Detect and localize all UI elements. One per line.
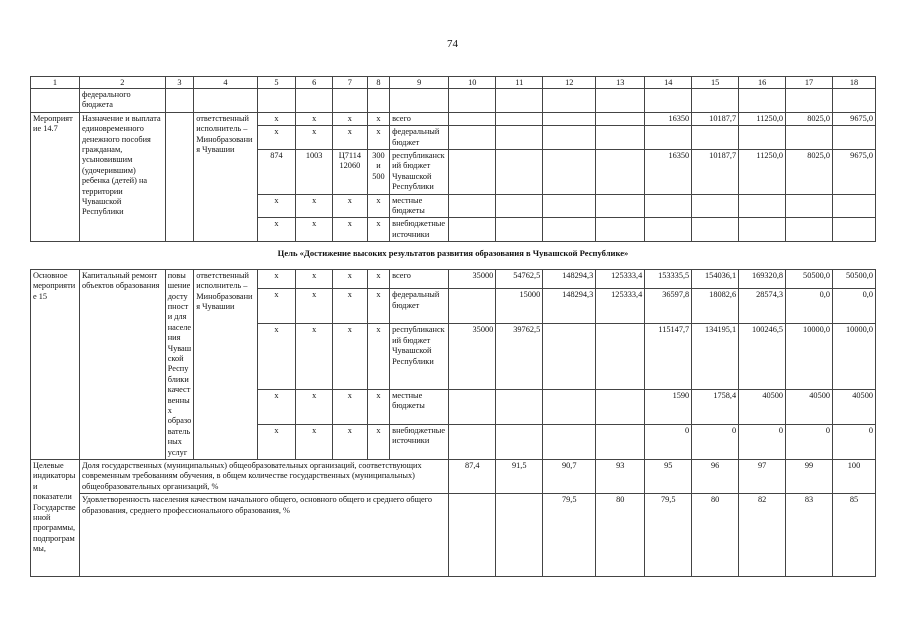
amount-cell: [786, 126, 833, 150]
amount-cell: [543, 389, 596, 424]
amount-cell: 16350: [645, 112, 692, 125]
amount-cell: 9675,0: [833, 112, 876, 125]
amount-cell: 0: [833, 424, 876, 459]
amount-cell: [449, 389, 496, 424]
grbs-code: x: [257, 289, 296, 324]
empty-cell: [165, 112, 194, 241]
amount-cell: 148294,3: [543, 269, 596, 289]
indicator-value: 96: [692, 460, 739, 494]
column-number: 15: [692, 77, 739, 89]
column-number-row: [31, 77, 876, 89]
measure-name: Назначение и выплата единовременного денежного пособия гражданам, усыновившим (удочерившим) ребенка (детей) на территории Чувашской Республики: [79, 112, 165, 241]
amount-cell: [449, 424, 496, 459]
amount-cell: 153335,5: [645, 269, 692, 289]
amount-cell: [596, 424, 645, 459]
section-code: x: [296, 218, 333, 242]
section-code: 1003: [296, 150, 333, 195]
funding-source: республиканский бюджет Чувашской Республики: [390, 150, 449, 195]
indicator-value: 79,5: [543, 494, 596, 577]
column-number: 14: [645, 77, 692, 89]
expense-group: x: [367, 289, 389, 324]
funding-source: внебюджетные источники: [390, 218, 449, 242]
grbs-code: x: [257, 194, 296, 218]
measure-purpose: повышение доступности для населения Чувашской Республики качественных образовательных услуг: [165, 269, 194, 459]
measure-code: Основное мероприятие 15: [31, 269, 80, 459]
amount-cell: [449, 194, 496, 218]
page-number: 74: [447, 38, 458, 50]
amount-cell: 0,0: [833, 289, 876, 324]
grbs-code: x: [257, 269, 296, 289]
amount-cell: 0: [645, 424, 692, 459]
amount-cell: [596, 194, 645, 218]
grbs-code: 874: [257, 150, 296, 195]
column-number: 12: [543, 77, 596, 89]
amount-cell: 35000: [449, 269, 496, 289]
amount-cell: 9675,0: [833, 150, 876, 195]
amount-cell: 125333,4: [596, 269, 645, 289]
grbs-code: x: [257, 112, 296, 125]
amount-cell: [543, 218, 596, 242]
amount-cell: [449, 289, 496, 324]
funding-source: местные бюджеты: [390, 389, 449, 424]
amount-cell: 1758,4: [692, 389, 739, 424]
goal-row: [31, 242, 876, 269]
amount-cell: 8025,0: [786, 150, 833, 195]
amount-cell: [739, 126, 786, 150]
amount-cell: [449, 126, 496, 150]
amount-cell: [543, 194, 596, 218]
section-code: x: [296, 324, 333, 390]
target-article: x: [333, 218, 368, 242]
amount-cell: 0: [786, 424, 833, 459]
amount-cell: 11250,0: [739, 150, 786, 195]
indicator-value: 100: [833, 460, 876, 494]
expense-group: 300 и 500: [367, 150, 389, 195]
indicator-value: 83: [786, 494, 833, 577]
amount-cell: 148294,3: [543, 289, 596, 324]
amount-cell: 40500: [833, 389, 876, 424]
column-number: 4: [194, 77, 257, 89]
section-code: x: [296, 194, 333, 218]
amount-cell: 40500: [739, 389, 786, 424]
funding-source: внебюджетные источники: [390, 424, 449, 459]
column-number: 10: [449, 77, 496, 89]
indicator-value: [496, 494, 543, 577]
column-number: 7: [333, 77, 368, 89]
amount-cell: 28574,3: [739, 289, 786, 324]
column-number: 18: [833, 77, 876, 89]
section-code: x: [296, 269, 333, 289]
funding-source: федеральный бюджет: [390, 289, 449, 324]
expense-group: x: [367, 126, 389, 150]
amount-cell: [833, 126, 876, 150]
amount-cell: 39762,5: [496, 324, 543, 390]
indicator-value: 87,4: [449, 460, 496, 494]
amount-cell: 10000,0: [833, 324, 876, 390]
amount-cell: [496, 150, 543, 195]
amount-cell: [645, 194, 692, 218]
column-number: 11: [496, 77, 543, 89]
funding-source: республиканский бюджет Чувашской Республики: [390, 324, 449, 390]
amount-cell: [596, 112, 645, 125]
target-article: x: [333, 269, 368, 289]
target-article: x: [333, 324, 368, 390]
amount-cell: 115147,7: [645, 324, 692, 390]
funding-source: всего: [390, 112, 449, 125]
column-number: 1: [31, 77, 80, 89]
amount-cell: [543, 126, 596, 150]
column-number: 2: [79, 77, 165, 89]
measure-code: Мероприятие 14.7: [31, 112, 80, 241]
amount-cell: [496, 424, 543, 459]
responsible: ответственный исполнитель – Минобразования Чувашии: [194, 269, 257, 459]
target-article: x: [333, 424, 368, 459]
amount-cell: [739, 194, 786, 218]
indicator-value: 82: [739, 494, 786, 577]
target-article: x: [333, 194, 368, 218]
indicator-value: 99: [786, 460, 833, 494]
amount-cell: 36597,8: [645, 289, 692, 324]
responsible: ответственный исполнитель – Минобразования Чувашии: [194, 112, 257, 241]
amount-cell: [596, 126, 645, 150]
amount-cell: [833, 194, 876, 218]
column-number: 17: [786, 77, 833, 89]
amount-cell: [449, 112, 496, 125]
section-code: x: [296, 389, 333, 424]
amount-cell: 16350: [645, 150, 692, 195]
amount-cell: 1590: [645, 389, 692, 424]
amount-cell: [449, 150, 496, 195]
amount-cell: 154036,1: [692, 269, 739, 289]
goal-title: Цель «Достижение высоких результатов развития образования в Чувашской Республике»: [31, 242, 876, 269]
indicator-value: 85: [833, 494, 876, 577]
indicators-label: Целевые индикаторы и показатели Государственной программы, подпрограммы,: [31, 460, 80, 577]
amount-cell: 50500,0: [786, 269, 833, 289]
amount-cell: 50500,0: [833, 269, 876, 289]
continuation-text: федерального бюджета: [79, 89, 165, 113]
amount-cell: 8025,0: [786, 112, 833, 125]
amount-cell: [786, 218, 833, 242]
amount-cell: [833, 218, 876, 242]
column-number: 5: [257, 77, 296, 89]
amount-cell: 169320,8: [739, 269, 786, 289]
amount-cell: 11250,0: [739, 112, 786, 125]
amount-cell: 0,0: [786, 289, 833, 324]
target-article: x: [333, 389, 368, 424]
amount-cell: [596, 324, 645, 390]
indicator-value: 95: [645, 460, 692, 494]
amount-cell: 125333,4: [596, 289, 645, 324]
grbs-code: x: [257, 424, 296, 459]
fund-row: [31, 112, 876, 125]
expense-group: x: [367, 218, 389, 242]
amount-cell: [596, 389, 645, 424]
amount-cell: [543, 424, 596, 459]
amount-cell: 35000: [449, 324, 496, 390]
column-number: 8: [367, 77, 389, 89]
amount-cell: 10000,0: [786, 324, 833, 390]
grbs-code: x: [257, 324, 296, 390]
amount-cell: [496, 218, 543, 242]
amount-cell: [645, 126, 692, 150]
amount-cell: [596, 218, 645, 242]
expense-group: x: [367, 194, 389, 218]
indicator-value: 80: [692, 494, 739, 577]
funding-source: федеральный бюджет: [390, 126, 449, 150]
amount-cell: [645, 218, 692, 242]
amount-cell: [786, 194, 833, 218]
indicator-text: Удовлетворенность населения качеством начального общего, основного общего и среднего общего образования, среднего профессионального образования, %: [79, 494, 448, 577]
column-number: 3: [165, 77, 194, 89]
amount-cell: [449, 218, 496, 242]
indicator-value: 79,5: [645, 494, 692, 577]
amount-cell: 134195,1: [692, 324, 739, 390]
amount-cell: 10187,7: [692, 112, 739, 125]
target-article: x: [333, 112, 368, 125]
column-number: 16: [739, 77, 786, 89]
amount-cell: 10187,7: [692, 150, 739, 195]
target-article: x: [333, 289, 368, 324]
indicator-value: [449, 494, 496, 577]
amount-cell: [739, 218, 786, 242]
amount-cell: 18082,6: [692, 289, 739, 324]
column-number: 6: [296, 77, 333, 89]
indicator-value: 80: [596, 494, 645, 577]
amount-cell: 40500: [786, 389, 833, 424]
target-article: Ц7114 12060: [333, 150, 368, 195]
column-number: 13: [596, 77, 645, 89]
amount-cell: [496, 126, 543, 150]
grbs-code: x: [257, 218, 296, 242]
indicator-row: [31, 494, 876, 577]
funding-source: местные бюджеты: [390, 194, 449, 218]
expense-group: x: [367, 324, 389, 390]
indicator-value: 97: [739, 460, 786, 494]
amount-cell: 54762,5: [496, 269, 543, 289]
section-code: x: [296, 112, 333, 125]
indicator-value: 91,5: [496, 460, 543, 494]
amount-cell: [543, 324, 596, 390]
column-number: 9: [390, 77, 449, 89]
continuation-row: [31, 89, 876, 113]
grbs-code: x: [257, 389, 296, 424]
amount-cell: [596, 150, 645, 195]
amount-cell: [692, 126, 739, 150]
target-article: x: [333, 126, 368, 150]
expense-group: x: [367, 112, 389, 125]
grbs-code: x: [257, 126, 296, 150]
amount-cell: [692, 218, 739, 242]
measure-name: Капитальный ремонт объектов образования: [79, 269, 165, 459]
amount-cell: 100246,5: [739, 324, 786, 390]
expense-group: x: [367, 269, 389, 289]
amount-cell: [543, 150, 596, 195]
amount-cell: [496, 112, 543, 125]
fund-row: [31, 269, 876, 289]
section-code: x: [296, 424, 333, 459]
indicator-row: [31, 460, 876, 494]
program-table: [30, 76, 876, 577]
amount-cell: 0: [739, 424, 786, 459]
indicator-value: 90,7: [543, 460, 596, 494]
expense-group: x: [367, 389, 389, 424]
amount-cell: [496, 194, 543, 218]
indicator-value: 93: [596, 460, 645, 494]
expense-group: x: [367, 424, 389, 459]
amount-cell: 0: [692, 424, 739, 459]
amount-cell: [692, 194, 739, 218]
funding-source: всего: [390, 269, 449, 289]
section-code: x: [296, 126, 333, 150]
amount-cell: 15000: [496, 289, 543, 324]
section-code: x: [296, 289, 333, 324]
amount-cell: [496, 389, 543, 424]
amount-cell: [543, 112, 596, 125]
indicator-text: Доля государственных (муниципальных) общеобразовательных организаций, соответствующих современным требованиям обучения, в общем количестве государственных (муниципальных) общеобразовательных организаций, %: [79, 460, 448, 494]
